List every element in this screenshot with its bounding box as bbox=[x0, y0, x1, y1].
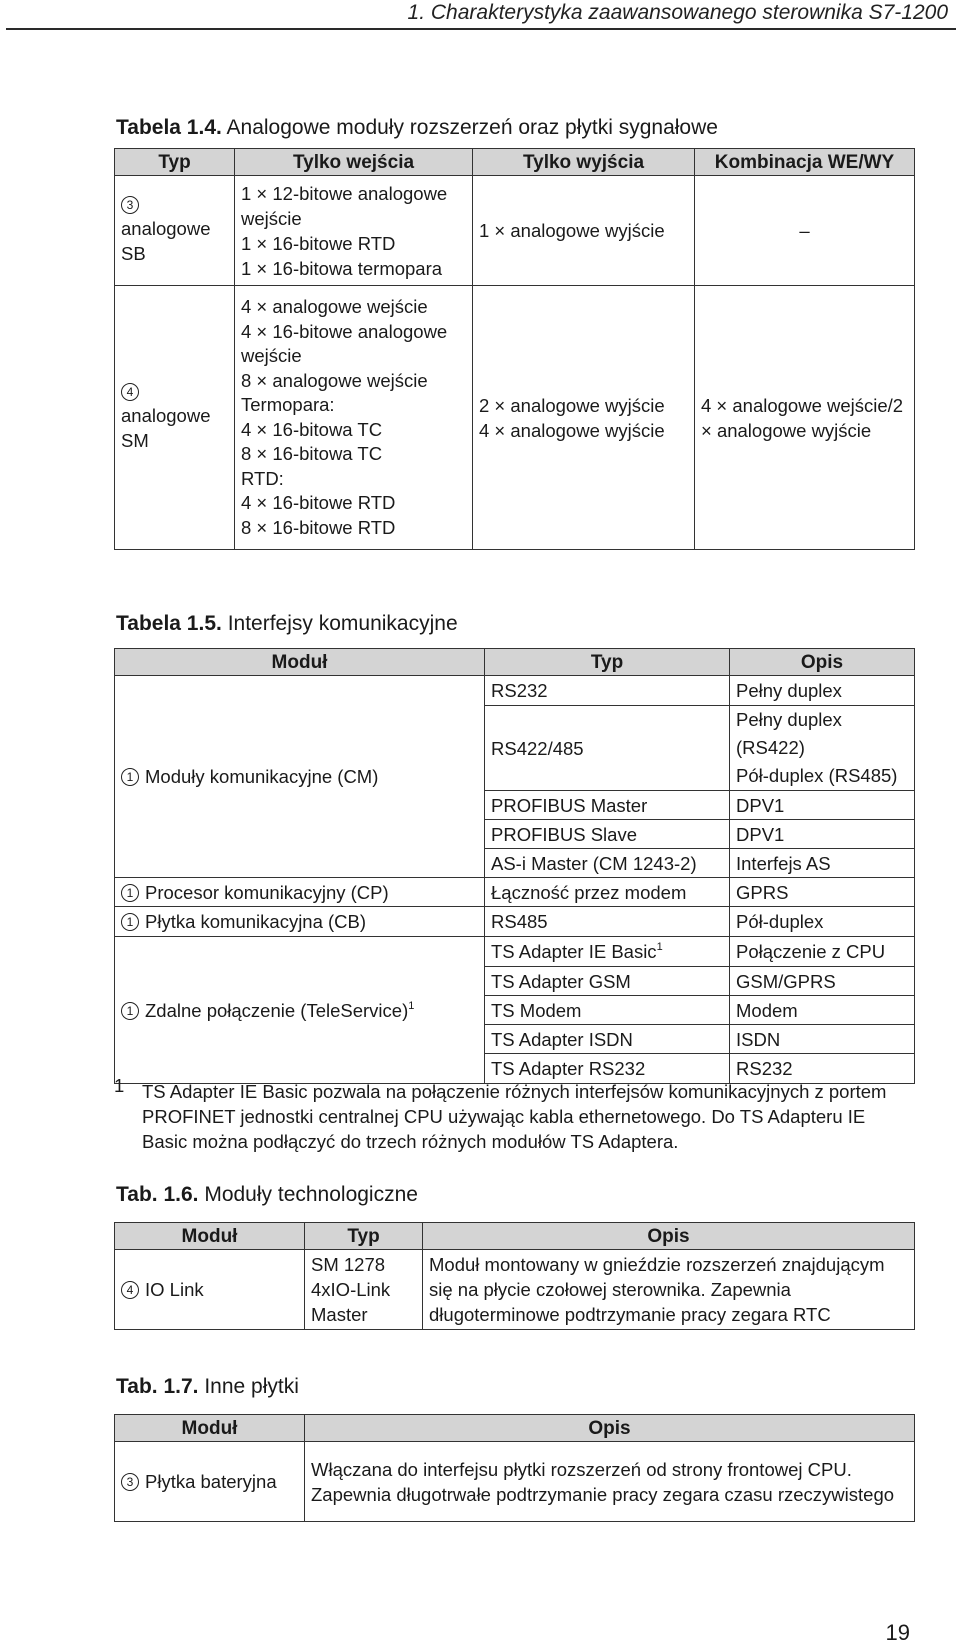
circled-number-badge: 4 bbox=[121, 383, 139, 401]
table-row bbox=[115, 907, 915, 937]
input-item: 8 × 16-bitowa TC bbox=[241, 443, 383, 464]
inputs-cell bbox=[235, 176, 473, 286]
col-header: Kombinacja WE/WY bbox=[695, 149, 915, 176]
desc-cell: Moduł montowany w gnieździe rozszerzeń znajdującym się na płycie czołowej sterownika. Zapewnia długoterminowe podtrzymanie pracy zegara RTC bbox=[423, 1250, 915, 1330]
table-row bbox=[115, 676, 915, 706]
type-cell: Łączność przez modem bbox=[485, 878, 730, 907]
type-cell bbox=[115, 176, 235, 286]
col-header: Opis bbox=[423, 1223, 915, 1250]
col-header: Typ bbox=[485, 649, 730, 676]
output-item: 4 × analogowe wyjście bbox=[479, 419, 665, 441]
circled-number-badge: 1 bbox=[121, 1002, 139, 1020]
table-row bbox=[115, 176, 915, 286]
desc-cell: GSM/GPRS bbox=[730, 967, 915, 996]
type-line: 4xIO-Link bbox=[311, 1279, 391, 1300]
footnote-number: 1 bbox=[114, 1075, 125, 1096]
combo-item: 4 × analogowe wejście/2 × analogowe wyjście bbox=[701, 394, 904, 441]
module-name: Moduły komunikacyjne (CM) bbox=[145, 766, 379, 787]
table-1-5 bbox=[114, 648, 915, 1084]
type-cell: PROFIBUS Slave bbox=[485, 820, 730, 849]
desc-cell bbox=[730, 706, 915, 791]
input-item: 1 × 16-bitowa termopara bbox=[241, 257, 443, 279]
footnote-ref: 1 bbox=[408, 999, 415, 1012]
circled-number-badge: 1 bbox=[121, 768, 139, 786]
circled-number-badge: 1 bbox=[121, 913, 139, 931]
type-line: SM bbox=[121, 429, 149, 451]
module-name: IO Link bbox=[145, 1279, 204, 1300]
type-cell: TS Adapter ISDN bbox=[485, 1025, 730, 1054]
combo-item: – bbox=[799, 220, 810, 241]
table-row bbox=[115, 878, 915, 907]
module-cell bbox=[115, 1250, 305, 1330]
caption-number: Tabela 1.4. bbox=[116, 116, 222, 139]
caption-number: Tab. 1.6. bbox=[116, 1183, 199, 1206]
type-cell: RS485 bbox=[485, 907, 730, 937]
module-cell bbox=[115, 937, 485, 1084]
caption-text: Moduły technologiczne bbox=[204, 1183, 418, 1206]
desc-cell: DPV1 bbox=[730, 820, 915, 849]
type-text: TS Adapter IE Basic bbox=[491, 941, 657, 962]
module-name: Procesor komunikacyjny (CP) bbox=[145, 881, 389, 903]
desc-line: Pół-duplex (RS485) bbox=[736, 765, 898, 786]
table-1-6 bbox=[114, 1222, 915, 1330]
input-item: 4 × analogowe wejście bbox=[241, 296, 428, 317]
caption-number: Tab. 1.7. bbox=[116, 1375, 199, 1398]
combo-cell bbox=[695, 176, 915, 286]
table-1-7 bbox=[114, 1414, 915, 1522]
col-header: Tylko wejścia bbox=[235, 149, 473, 176]
col-header: Opis bbox=[730, 649, 915, 676]
desc-cell: Włączana do interfejsu płytki rozszerzeń od strony frontowej CPU. Zapewnia długotrwałe podtrzymanie pracy zegara czasu rzeczywistego bbox=[305, 1442, 915, 1522]
type-cell bbox=[115, 286, 235, 550]
input-item: 4 × 16-bitowe RTD bbox=[241, 492, 396, 513]
type-cell: RS232 bbox=[485, 676, 730, 706]
desc-cell: Pół-duplex bbox=[730, 907, 915, 937]
input-item: 1 × 16-bitowe RTD bbox=[241, 232, 396, 254]
circled-number-badge: 3 bbox=[121, 1473, 139, 1491]
output-item: 2 × analogowe wyjście bbox=[479, 394, 665, 416]
footnote-ref: 1 bbox=[656, 941, 663, 953]
col-header: Moduł bbox=[115, 1223, 305, 1250]
input-item: 1 × 12-bitowe analogowe wejście bbox=[241, 182, 448, 229]
input-item: Termopara: bbox=[241, 394, 335, 415]
caption-text: Interfejsy komunikacyjne bbox=[227, 612, 458, 635]
page-number: 19 bbox=[885, 1620, 910, 1645]
table-header-row bbox=[115, 149, 915, 176]
output-item: 1 × analogowe wyjście bbox=[479, 220, 665, 241]
desc-cell: Modem bbox=[730, 996, 915, 1025]
table-row bbox=[115, 286, 915, 550]
table-header-row bbox=[115, 1415, 915, 1442]
type-line: SB bbox=[121, 242, 146, 264]
col-header: Typ bbox=[115, 149, 235, 176]
type-cell: TS Modem bbox=[485, 996, 730, 1025]
type-line: Master bbox=[311, 1304, 368, 1325]
input-item: 4 × 16-bitowa TC bbox=[241, 418, 383, 440]
desc-cell: RS232 bbox=[730, 1054, 915, 1084]
module-name: Zdalne połączenie (TeleService) bbox=[145, 999, 409, 1021]
module-cell bbox=[115, 676, 485, 878]
type-line: analogowe bbox=[121, 404, 211, 426]
caption-text: Inne płytki bbox=[204, 1375, 299, 1398]
table-row bbox=[115, 1442, 915, 1522]
col-header: Typ bbox=[305, 1223, 423, 1250]
footnote-text: TS Adapter IE Basic pozwala na połączenie różnych interfejsów komunikacyjnych z portem PROFINET jednostki centralnej CPU używając kabla ethernetowego. Do TS Adapteru IE Basic można podłączyć do trzech różnych modułów TS Adaptera. bbox=[142, 1081, 887, 1152]
caption-number: Tabela 1.5. bbox=[116, 612, 222, 635]
type-cell: RS422/485 bbox=[485, 706, 730, 791]
module-name: Płytka bateryjna bbox=[145, 1471, 277, 1492]
type-cell: AS-i Master (CM 1243-2) bbox=[485, 849, 730, 878]
table-row bbox=[115, 937, 915, 967]
desc-cell: DPV1 bbox=[730, 791, 915, 820]
desc-line: Pełny duplex (RS422) bbox=[736, 709, 842, 758]
type-cell bbox=[485, 937, 730, 967]
table-header-row bbox=[115, 1223, 915, 1250]
type-line: analogowe bbox=[121, 217, 211, 239]
col-header: Moduł bbox=[115, 1415, 305, 1442]
circled-number-badge: 3 bbox=[121, 196, 139, 214]
module-cell bbox=[115, 1442, 305, 1522]
type-cell bbox=[305, 1250, 423, 1330]
module-cell bbox=[115, 907, 485, 937]
type-cell: TS Adapter GSM bbox=[485, 967, 730, 996]
chapter-title: 1. Charakterystyka zaawansowanego sterownika S7-1200 bbox=[407, 1, 948, 24]
input-item: 8 × 16-bitowe RTD bbox=[241, 516, 396, 538]
type-line: SM 1278 bbox=[311, 1254, 386, 1275]
col-header: Opis bbox=[305, 1415, 915, 1442]
table-1-5-caption bbox=[116, 611, 458, 637]
inputs-cell bbox=[235, 286, 473, 550]
table-row bbox=[115, 1250, 915, 1330]
desc-cell: Połączenie z CPU bbox=[730, 937, 915, 967]
desc-cell: ISDN bbox=[730, 1025, 915, 1054]
table-1-6-caption bbox=[116, 1182, 418, 1208]
table-1-4 bbox=[114, 148, 915, 550]
input-item: 4 × 16-bitowe analogowe wejście bbox=[241, 320, 448, 366]
col-header: Moduł bbox=[115, 649, 485, 676]
input-item: RTD: bbox=[241, 467, 284, 489]
header-rule bbox=[6, 28, 956, 30]
table-1-7-caption bbox=[116, 1374, 299, 1400]
desc-cell: Interfejs AS bbox=[730, 849, 915, 878]
page-header bbox=[0, 0, 960, 32]
type-cell: PROFIBUS Master bbox=[485, 791, 730, 820]
outputs-cell bbox=[473, 176, 695, 286]
outputs-cell bbox=[473, 286, 695, 550]
combo-cell bbox=[695, 286, 915, 550]
circled-number-badge: 4 bbox=[121, 1281, 139, 1299]
input-item: 8 × analogowe wejście bbox=[241, 369, 428, 391]
module-cell bbox=[115, 878, 485, 907]
desc-cell: GPRS bbox=[730, 878, 915, 907]
module-name: Płytka komunikacyjna (CB) bbox=[145, 911, 367, 932]
desc-cell: Pełny duplex bbox=[730, 676, 915, 706]
table-header-row bbox=[115, 649, 915, 676]
type-cell: TS Adapter RS232 bbox=[485, 1054, 730, 1084]
caption-text: Analogowe moduły rozszerzeń oraz płytki sygnałowe bbox=[226, 116, 718, 139]
circled-number-badge: 1 bbox=[121, 884, 139, 902]
col-header: Tylko wyjścia bbox=[473, 149, 695, 176]
table-1-4-caption bbox=[116, 115, 718, 141]
